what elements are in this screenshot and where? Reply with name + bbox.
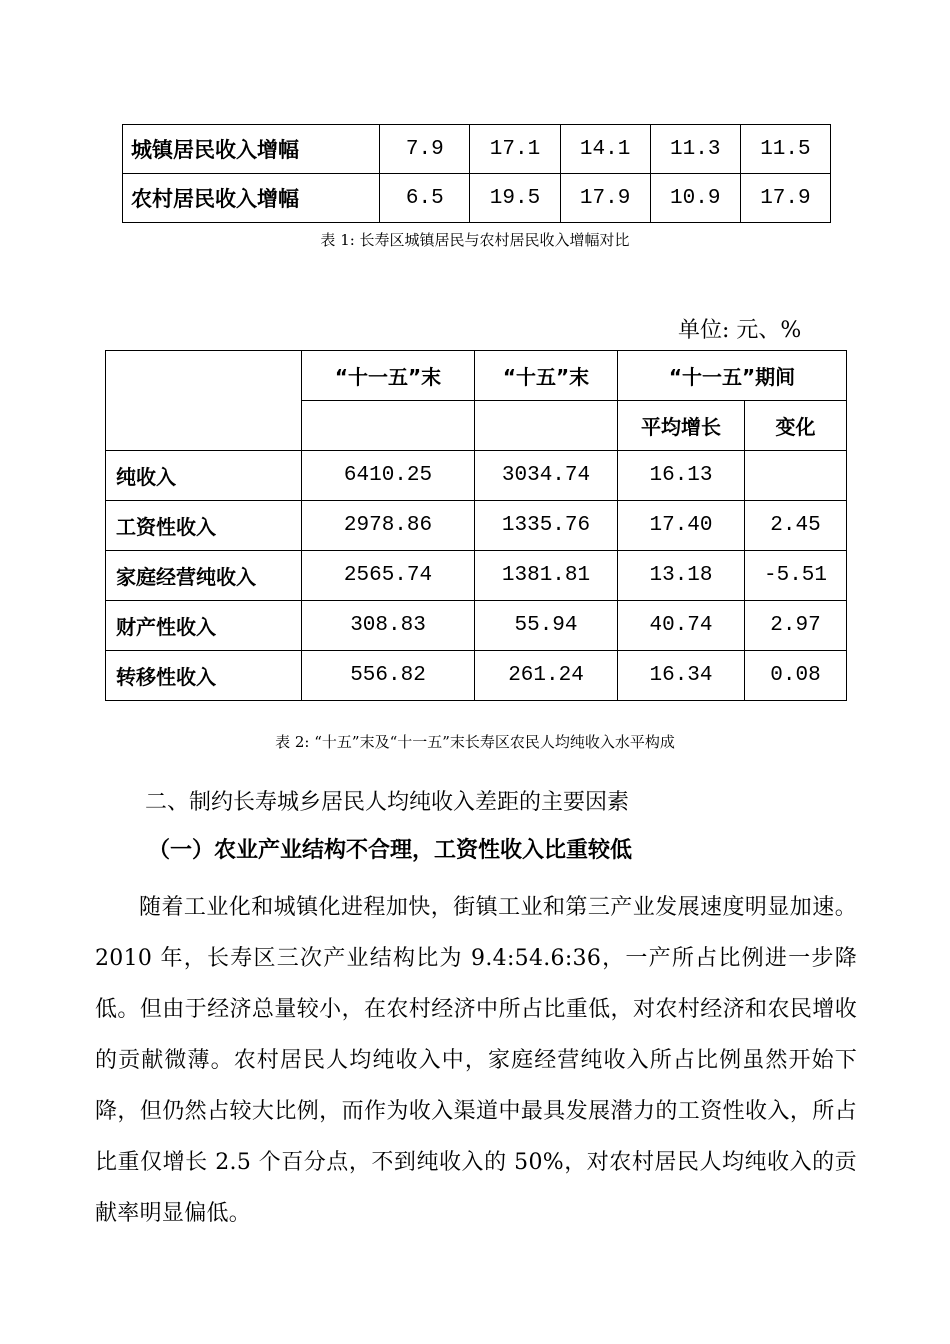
- unit-label: 单位: 元、%: [678, 318, 802, 343]
- table-cell: 11.3: [650, 125, 740, 174]
- table-cell: 308.83: [302, 601, 475, 651]
- table-cell: 0.08: [745, 651, 847, 701]
- row-label: 农村居民收入增幅: [123, 174, 380, 223]
- subsection-heading: （一）农业产业结构不合理，工资性收入比重较低: [148, 838, 633, 863]
- column-header: 变化: [745, 401, 847, 451]
- table2-caption: 表 2: “十五”末及“十一五”末长寿区农民人均纯收入水平构成: [275, 733, 675, 751]
- table-cell: 2.97: [745, 601, 847, 651]
- table-cell: -5.51: [745, 551, 847, 601]
- table-cell: 17.1: [470, 125, 560, 174]
- table-cell: 16.13: [618, 451, 745, 501]
- table-cell: 17.40: [618, 501, 745, 551]
- row-label: 转移性收入: [106, 651, 302, 701]
- empty-header-cell: [475, 401, 618, 451]
- row-label: 纯收入: [106, 451, 302, 501]
- table-cell: 40.74: [618, 601, 745, 651]
- table-cell: [745, 451, 847, 501]
- table-row: [123, 125, 831, 174]
- row-label: 城镇居民收入增幅: [123, 125, 380, 174]
- table-cell: 556.82: [302, 651, 475, 701]
- table-row: [106, 651, 847, 701]
- table-cell: 10.9: [650, 174, 740, 223]
- table-cell: 17.9: [740, 174, 830, 223]
- section-heading: 二、制约长寿城乡居民人均纯收入差距的主要因素: [145, 790, 630, 815]
- table-row: [106, 551, 847, 601]
- table-cell: 6410.25: [302, 451, 475, 501]
- row-label: 工资性收入: [106, 501, 302, 551]
- row-label: 家庭经营纯收入: [106, 551, 302, 601]
- table-cell: 6.5: [380, 174, 470, 223]
- table-cell: 19.5: [470, 174, 560, 223]
- column-header: “十一五”末: [302, 351, 475, 401]
- table-cell: 55.94: [475, 601, 618, 651]
- table-cell: 13.18: [618, 551, 745, 601]
- table-cell: 1335.76: [475, 501, 618, 551]
- table-cell: 16.34: [618, 651, 745, 701]
- table-cell: 2.45: [745, 501, 847, 551]
- table-cell: 3034.74: [475, 451, 618, 501]
- header-row: [106, 351, 847, 401]
- income-growth-comparison-table: [122, 124, 831, 223]
- empty-header-cell: [106, 351, 302, 451]
- table-cell: 1381.81: [475, 551, 618, 601]
- table-row: [106, 601, 847, 651]
- table-cell: 2565.74: [302, 551, 475, 601]
- table1-caption: 表 1: 长寿区城镇居民与农村居民收入增幅对比: [320, 231, 630, 249]
- body-paragraph: 随着工业化和城镇化进程加快，街镇工业和第三产业发展速度明显加速。2010 年，长寿区三次产业结构比为 9.4:54.6:36，一产所占比例进一步降低。但由于经济总量较小，在农村经济中所占比重低，对农村经济和农民增收的贡献微薄。农村居民人均纯收入中，家庭经营纯收入所占比例虽然开始下降，但仍然占较大比例，而作为收入渠道中最具发展潜力的工资性收入，所占比重仅增长 2.5 个百分点，不到纯收入的 50%，对农村居民人均纯收入的贡献率明显偏低。: [95, 895, 857, 1226]
- table-cell: 11.5: [740, 125, 830, 174]
- table-cell: 7.9: [380, 125, 470, 174]
- table-row: [106, 451, 847, 501]
- table-cell: 261.24: [475, 651, 618, 701]
- table-cell: 2978.86: [302, 501, 475, 551]
- table-row: [123, 174, 831, 223]
- table-cell: 14.1: [560, 125, 650, 174]
- income-composition-table: [105, 350, 847, 701]
- column-header: “十一五”期间: [618, 351, 847, 401]
- row-label: 财产性收入: [106, 601, 302, 651]
- column-header: 平均增长: [618, 401, 745, 451]
- empty-header-cell: [302, 401, 475, 451]
- table-row: [106, 501, 847, 551]
- table-cell: 17.9: [560, 174, 650, 223]
- column-header: “十五”末: [475, 351, 618, 401]
